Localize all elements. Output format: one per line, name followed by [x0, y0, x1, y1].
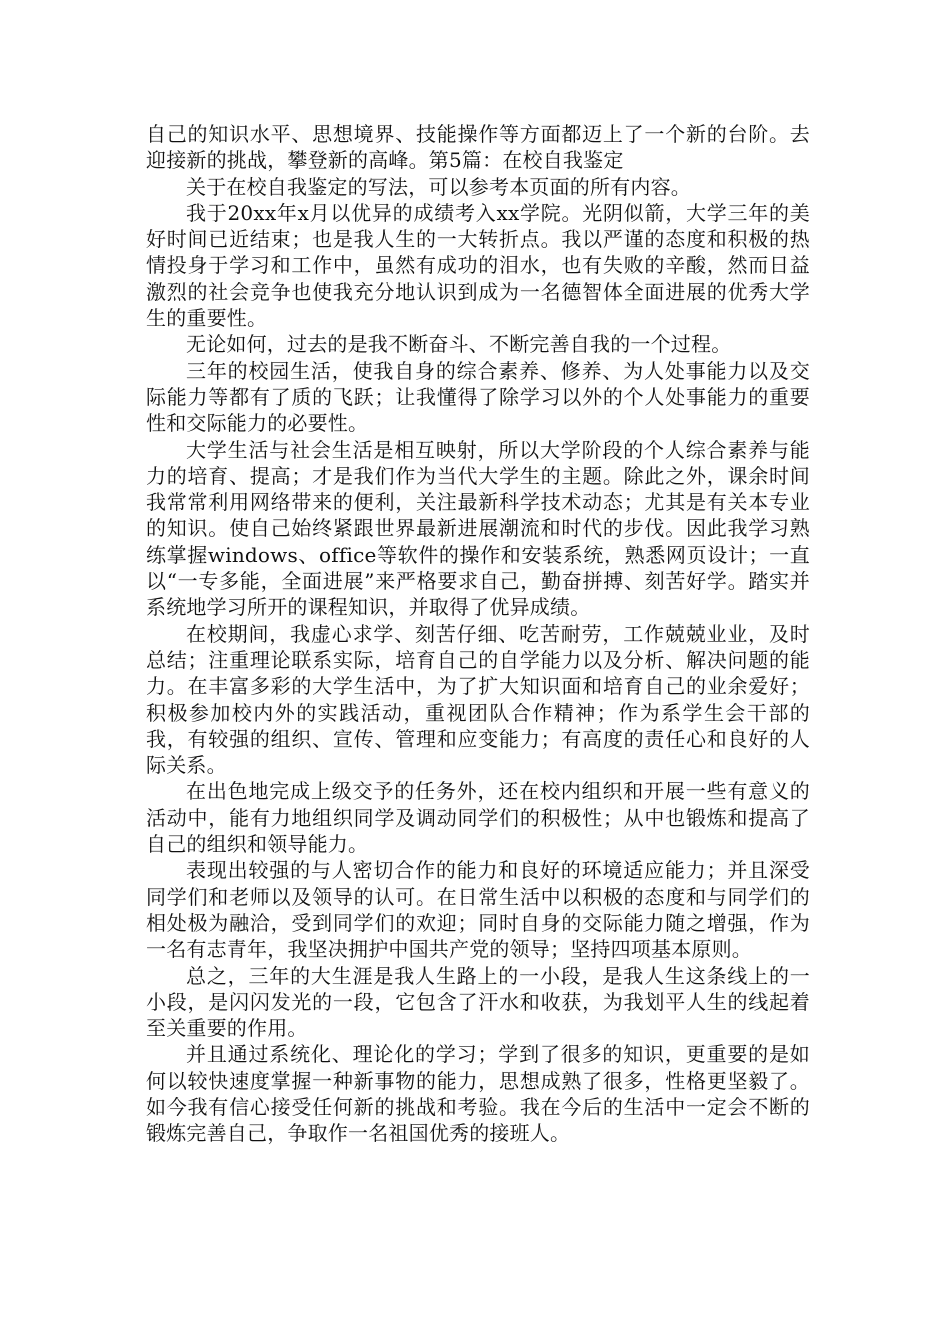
paragraph-1: 自己的知识水平、思想境界、技能操作等方面都迈上了一个新的台阶。去迎接新的挑战，攀登新的高峰。第5篇：在校自我鉴定 [146, 122, 810, 173]
document-body [146, 121, 810, 1147]
paragraph-5: 三年的校园生活，使我自身的综合素养、修养、为人处事能力以及交际能力等都有了质的飞跃；让我懂得了除学习以外的个人处事能力的重要性和交际能力的必要性。 [146, 358, 810, 436]
paragraph-4: 无论如何，过去的是我不断奋斗、不断完善自我的一个过程。 [186, 332, 732, 357]
paragraph-11: 并且通过系统化、理论化的学习；学到了很多的知识，更重要的是如何以较快速度掌握一种新事物的能力，思想成熟了很多，性格更坚毅了。如今我有信心接受任何新的挑战和考验。我在今后的生活中一定会不断的锻炼完善自己，争取作一名祖国优秀的接班人。 [146, 1042, 810, 1146]
paragraph-7: 在校期间，我虚心求学、刻苦仔细、吃苦耐劳，工作兢兢业业，及时总结；注重理论联系实际，培育自己的自学能力以及分析、解决问题的能力。在丰富多彩的大学生活中，为了扩大知识面和培育自己的业余爱好；积极参加校内外的实践活动，重视团队合作精神；作为系学生会干部的我，有较强的组织、宣传、管理和应变能力；有高度的责任心和良好的人际关系。 [146, 621, 810, 778]
paragraph-3: 我于20xx年x月以优异的成绩考入xx学院。光阴似箭，大学三年的美好时间已近结束；也是我人生的一大转折点。我以严谨的态度和积极的热情投身于学习和工作中，虽然有成功的泪水，也有失败的辛酸，然而日益激烈的社会竞争也使我充分地认识到成为一名德智体全面进展的优秀大学生的重要性。 [146, 200, 810, 331]
paragraph-9: 表现出较强的与人密切合作的能力和良好的环境适应能力；并且深受同学们和老师以及领导的认可。在日常生活中以积极的态度和与同学们的相处极为融洽，受到同学们的欢迎；同时自身的交际能力随之增强，作为一名有志青年，我坚决拥护中国共产党的领导；坚持四项基本原则。 [146, 858, 810, 962]
paragraph-8: 在出色地完成上级交予的任务外，还在校内组织和开展一些有意义的活动中，能有力地组织同学及调动同学们的积极性；从中也锻炼和提高了自己的组织和领导能力。 [146, 779, 810, 857]
paragraph-6: 大学生活与社会生活是相互映射，所以大学阶段的个人综合素养与能力的培育、提高；才是我们作为当代大学生的主题。除此之外，课余时间我常常利用网络带来的便利，关注最新科学技术动态；尤其是有关本专业的知识。使自己始终紧跟世界最新进展潮流和时代的步伐。因此我学习熟练掌握windows、office等软件的操作和安装系统，熟悉网页设计；一直以“一专多能，全面进展”来严格要求自己，勤奋拼搏、刻苦好学。踏实并系统地学习所开的课程知识，并取得了优异成绩。 [146, 437, 810, 620]
paragraph-2: 关于在校自我鉴定的写法，可以参考本页面的所有内容。 [186, 174, 691, 199]
paragraph-10: 总之，三年的大生涯是我人生路上的一小段，是我人生这条线上的一小段，是闪闪发光的一段，它包含了汗水和收获，为我划平人生的线起着至关重要的作用。 [146, 963, 810, 1041]
